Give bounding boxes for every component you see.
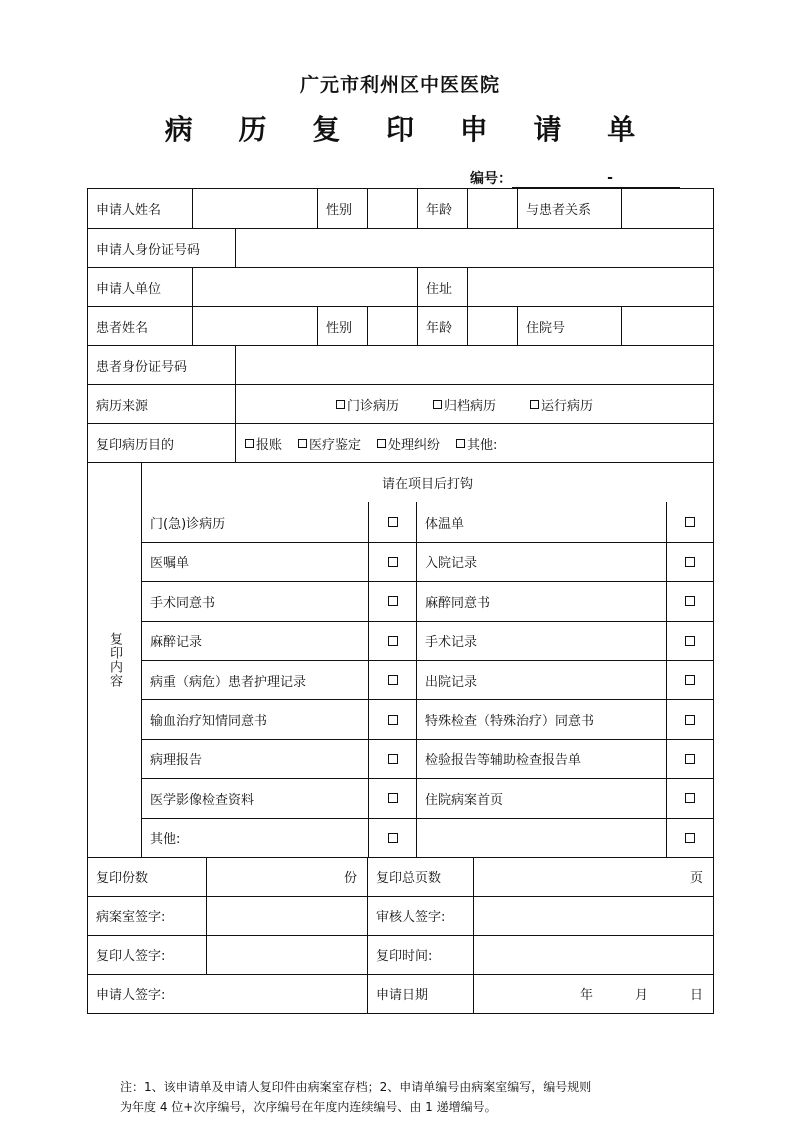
serial-number: [470, 168, 680, 188]
content-check-right[interactable]: [666, 740, 713, 778]
content-check-left[interactable]: [368, 622, 416, 660]
content-item-left: 病理报告: [150, 753, 203, 769]
hospital-name: 广元市利州区中医医院: [299, 74, 500, 96]
content-item-row: [142, 502, 713, 541]
content-item-right: 特殊检查（特殊治疗）同意书: [416, 700, 666, 738]
reviewer-sign-label: 审核人签字:: [367, 897, 473, 935]
content-check-left[interactable]: [368, 779, 416, 817]
purpose-label: 复印病历目的: [96, 437, 175, 453]
content-item-right: 体温单: [416, 502, 666, 541]
content-check-right[interactable]: [666, 700, 713, 738]
applicant-age-label: 年龄: [417, 189, 467, 228]
source-option-active[interactable]: 运行病历: [530, 395, 593, 414]
checkbox-icon[interactable]: [388, 833, 398, 843]
purpose-option-appraisal[interactable]: 医疗鉴定: [298, 434, 361, 453]
date-year: 年: [579, 988, 593, 1004]
patient-id-label: 患者身份证号码: [96, 359, 188, 375]
record-source-options: [235, 385, 713, 423]
checkbox-icon[interactable]: [433, 400, 442, 409]
serial-year-blank[interactable]: [512, 173, 604, 188]
patient-id-row: [88, 345, 713, 384]
patient-name-field[interactable]: [192, 307, 317, 345]
applicant-unit-row: [88, 267, 713, 306]
content-check-left[interactable]: [368, 543, 416, 581]
checkbox-icon[interactable]: [388, 715, 398, 725]
content-item-row: [142, 581, 713, 620]
checkbox-icon[interactable]: [530, 400, 539, 409]
serial-dash: -: [604, 171, 616, 188]
address-field[interactable]: [467, 268, 713, 306]
content-item-left: 手术同意书: [150, 595, 216, 611]
patient-id-field[interactable]: [235, 346, 713, 384]
content-item-row: [142, 699, 713, 738]
patient-gender-field[interactable]: [367, 307, 417, 345]
content-item-right: 住院病案首页: [416, 779, 666, 817]
copy-content-items: [141, 463, 713, 857]
record-source-label: 病历来源: [96, 398, 149, 414]
content-check-left[interactable]: [368, 700, 416, 738]
applicant-id-label: 申请人身份证号码: [96, 242, 201, 258]
footnote: [120, 1077, 700, 1117]
checkbox-icon[interactable]: [388, 754, 398, 764]
checkbox-icon[interactable]: [685, 754, 695, 764]
records-room-sign-label: 病案室签字:: [96, 910, 166, 926]
form-title: 病 历 复 印 申 请 单: [164, 113, 654, 146]
checkbox-icon[interactable]: [685, 557, 695, 567]
checkbox-icon[interactable]: [388, 596, 398, 606]
total-pages-label: 复印总页数: [367, 858, 473, 896]
content-instruction: 请在项目后打钩: [381, 477, 473, 493]
content-item-right: [416, 819, 666, 857]
copy-time-label: 复印时间:: [367, 936, 473, 974]
checkbox-icon[interactable]: [685, 833, 695, 843]
checkbox-icon[interactable]: [685, 636, 695, 646]
purpose-option-other[interactable]: 其他:: [456, 434, 497, 453]
total-pages-field[interactable]: [473, 858, 713, 896]
content-item-row: [142, 542, 713, 581]
records-sign-row: [88, 896, 713, 935]
patient-gender-label: 性别: [317, 307, 367, 345]
content-item-row: [142, 621, 713, 660]
address-label: 住址: [417, 268, 467, 306]
admission-number-field[interactable]: [621, 307, 713, 345]
copy-time-field[interactable]: [473, 936, 713, 974]
applicant-row: [88, 189, 713, 228]
checkbox-icon[interactable]: [456, 439, 465, 448]
checkbox-icon[interactable]: [685, 517, 695, 527]
applicant-sign-row: [88, 974, 713, 1013]
copies-label: 复印份数: [96, 871, 149, 887]
checkbox-icon[interactable]: [685, 793, 695, 803]
copies-field[interactable]: [206, 858, 367, 896]
checkbox-icon[interactable]: [388, 793, 398, 803]
content-item-right: 出院记录: [416, 661, 666, 699]
serial-label: 编号：: [470, 171, 512, 187]
serial-seq-blank[interactable]: [616, 173, 680, 188]
purpose-row: [88, 423, 713, 462]
applicant-gender-field[interactable]: [367, 189, 417, 228]
content-check-right[interactable]: [666, 543, 713, 581]
content-check-right[interactable]: [666, 779, 713, 817]
checkbox-icon[interactable]: [298, 439, 307, 448]
content-check-right[interactable]: [666, 622, 713, 660]
date-month: 月: [634, 988, 648, 1004]
copy-content-label: 复印内容: [107, 631, 122, 688]
applicant-id-field[interactable]: [235, 229, 713, 267]
content-check-left[interactable]: [368, 582, 416, 620]
patient-name-label: 患者姓名: [96, 320, 149, 336]
content-item-left: 医学影像检查资料: [150, 792, 255, 808]
applicant-unit-field[interactable]: [192, 268, 417, 306]
record-source-row: [88, 384, 713, 423]
applicant-unit-label: 申请人单位: [96, 281, 162, 297]
date-day: 日: [689, 988, 703, 1004]
content-item-row: [142, 778, 713, 817]
content-check-left[interactable]: [368, 819, 416, 857]
content-item-row: [142, 660, 713, 699]
purpose-option-dispute[interactable]: 处理纠纷: [377, 434, 440, 453]
relation-field[interactable]: [621, 189, 713, 228]
applicant-age-field[interactable]: [467, 189, 517, 228]
copier-sign-label: 复印人签字:: [96, 949, 166, 965]
source-option-archived[interactable]: 归档病历: [433, 395, 496, 414]
copier-row: [88, 935, 713, 974]
copies-row: [88, 857, 713, 896]
checkbox-icon[interactable]: [377, 439, 386, 448]
reviewer-sign-field[interactable]: [473, 897, 713, 935]
apply-date-label: 申请日期: [367, 975, 473, 1013]
patient-age-label: 年龄: [417, 307, 467, 345]
applicant-id-row: [88, 228, 713, 267]
application-form: [87, 188, 714, 1014]
content-check-left[interactable]: [368, 740, 416, 778]
checkbox-icon[interactable]: [388, 557, 398, 567]
purpose-option-reimburse[interactable]: 报账: [245, 434, 282, 453]
content-item-right: 入院记录: [416, 543, 666, 581]
checkbox-icon[interactable]: [336, 400, 345, 409]
checkbox-icon[interactable]: [388, 636, 398, 646]
content-item-right: 检验报告等辅助检查报告单: [416, 740, 666, 778]
relation-label: 与患者关系: [517, 189, 621, 228]
source-option-outpatient[interactable]: 门诊病历: [336, 395, 399, 414]
content-item-left: 门(急)诊病历: [150, 516, 226, 532]
content-instruction-row: [142, 463, 713, 502]
checkbox-icon[interactable]: [685, 675, 695, 685]
apply-date-field[interactable]: [473, 975, 713, 1013]
content-item-left: 医嘱单: [150, 556, 190, 572]
checkbox-icon[interactable]: [388, 675, 398, 685]
applicant-name-label: 申请人姓名: [96, 203, 162, 218]
purpose-options: [235, 424, 713, 462]
applicant-sign-label[interactable]: 申请人签字:: [96, 988, 166, 1004]
pages-unit: 页: [689, 871, 703, 887]
content-item-left: 病重（病危）患者护理记录: [150, 674, 307, 690]
content-check-right[interactable]: [666, 582, 713, 620]
checkbox-icon[interactable]: [245, 439, 254, 448]
content-check-right[interactable]: [666, 819, 713, 857]
content-item-right: 手术记录: [416, 622, 666, 660]
content-check-right[interactable]: [666, 661, 713, 699]
content-item-row: [142, 818, 713, 857]
patient-row: [88, 306, 713, 345]
checkbox-icon[interactable]: [388, 517, 398, 527]
content-item-right: 麻醉同意书: [416, 582, 666, 620]
content-check-left[interactable]: [368, 661, 416, 699]
records-room-sign-field[interactable]: [206, 897, 367, 935]
applicant-gender-label: 性别: [317, 189, 367, 228]
content-item-left: 输血治疗知情同意书: [150, 714, 268, 730]
content-check-right[interactable]: [666, 502, 713, 541]
copier-sign-field[interactable]: [206, 936, 367, 974]
footnote-line-1: 注：1、该申请单及申请人复印件由病案室存档；2、申请单编号由病案室编写，编号规则: [120, 1080, 592, 1094]
content-item-left: 麻醉记录: [150, 635, 203, 651]
checkbox-icon[interactable]: [685, 596, 695, 606]
copy-content-section: [88, 462, 713, 857]
content-check-left[interactable]: [368, 502, 416, 541]
applicant-name-field[interactable]: [192, 189, 317, 228]
footnote-line-2: 为年度 4 位+次序编号，次序编号在年度内连续编号、由 1 递增编号。: [120, 1100, 497, 1114]
content-item-left: 其他:: [150, 832, 181, 848]
content-item-row: [142, 739, 713, 778]
admission-number-label: 住院号: [517, 307, 621, 345]
copies-unit: 份: [343, 871, 357, 887]
patient-age-field[interactable]: [467, 307, 517, 345]
checkbox-icon[interactable]: [685, 715, 695, 725]
